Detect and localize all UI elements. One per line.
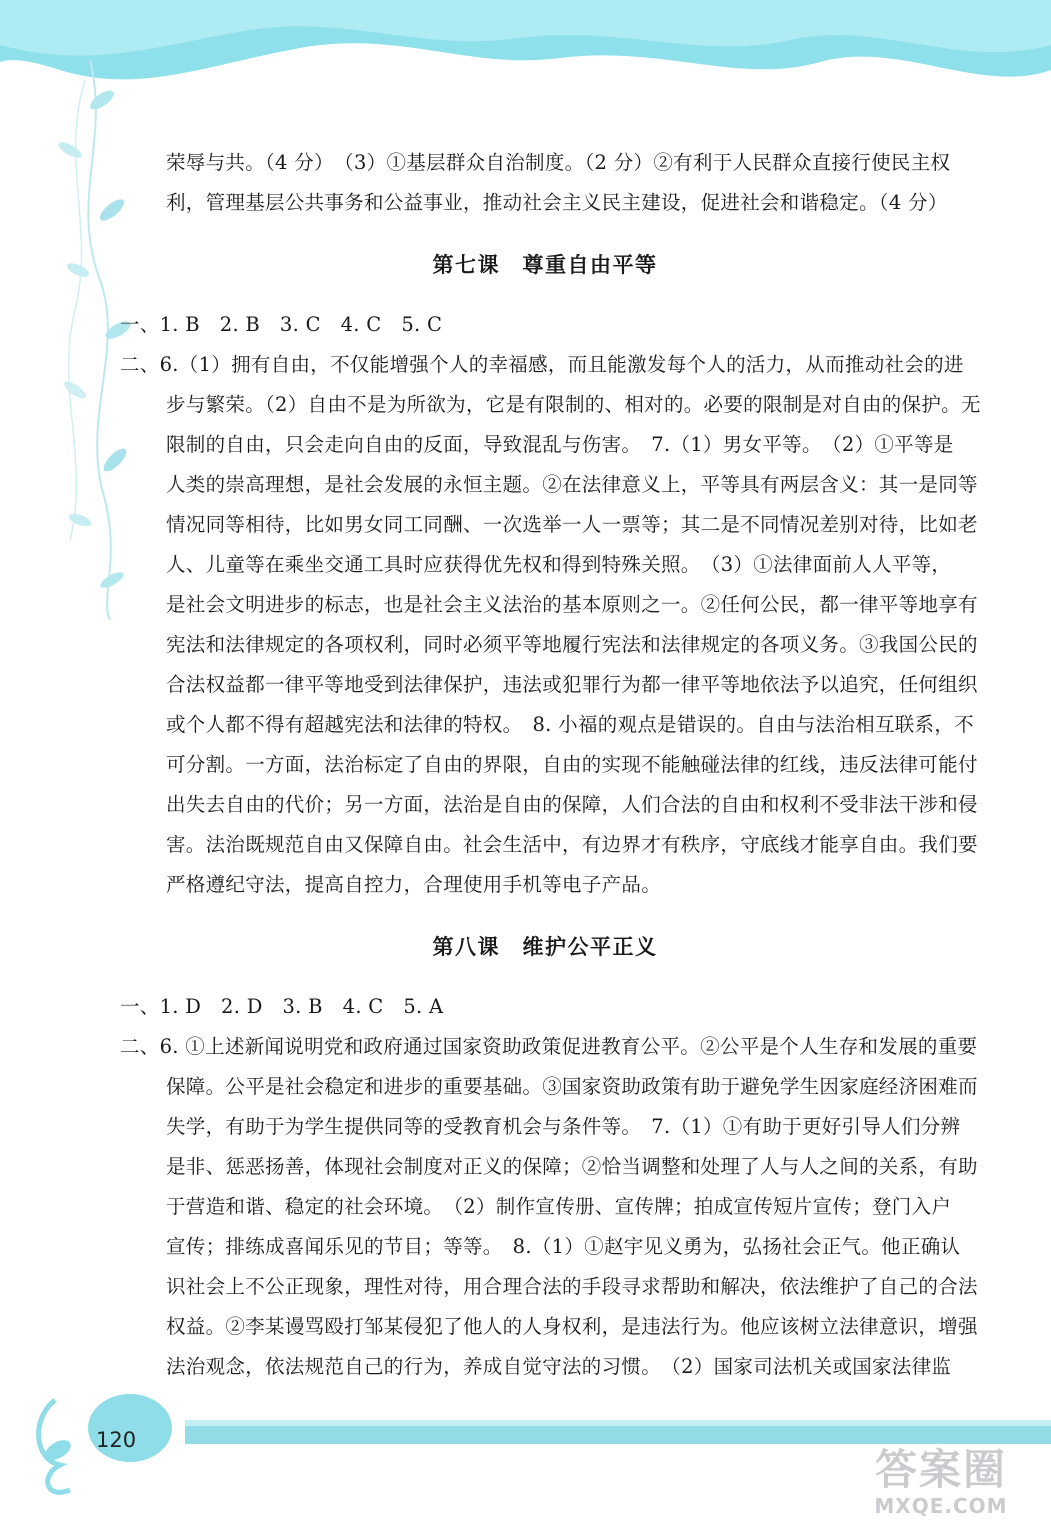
watermark-logo xyxy=(851,1446,1031,1532)
lesson7-line: 二、6.（1）拥有自由，不仅能增强个人的幸福感，而且能激发每个人的活力，从而推动社会的进 xyxy=(120,353,964,376)
intro-line: 荣辱与共。（4 分） （3）①基层群众自治制度。（2 分）②有利于人民群众直接行使民主权 xyxy=(166,151,951,174)
answer-content xyxy=(120,143,981,1387)
intro-line: 利，管理基层公共事务和公益事业，推动社会主义民主建设，促进社会和谐稳定。（4 分） xyxy=(166,191,948,214)
lesson8-line: 二、6. ①上述新闻说明党和政府通过国家资助政策促进教育公平。②公平是个人生存和发展的重要 xyxy=(120,1035,978,1058)
lesson7-line: 宪法和法律规定的各项权利，同时必须平等地履行宪法和法律规定的各项义务。③我国公民的 xyxy=(166,633,978,656)
top-wave-banner xyxy=(0,0,1051,110)
lesson7-line: 害。法治既规范自由又保障自由。社会生活中，有边界才有秩序，守底线才能享自由。我们要 xyxy=(166,833,978,856)
lesson7-line: 是社会文明进步的标志，也是社会主义法治的基本原则之一。②任何公民，都一律平等地享有 xyxy=(166,593,978,616)
lesson8-line: 权益。②李某谩骂殴打邹某侵犯了他人的人身权利，是违法行为。他应该树立法律意识，增强 xyxy=(166,1315,978,1338)
lesson8-line: 失学，有助于为学生提供同等的受教育机会与条件等。 7.（1）①有助于更好引导人们分辨 xyxy=(166,1115,961,1138)
lesson8-multiple-choice: 一、1. D 2. D 3. B 4. C 5. A xyxy=(120,995,444,1018)
lesson7-line: 可分割。一方面，法治标定了自由的界限，自由的实现不能触碰法律的红线，违反法律可能付 xyxy=(166,753,978,776)
lesson8-title: 第八课 维护公平正义 xyxy=(432,935,658,959)
lesson7-line: 或个人都不得有超越宪法和法律的特权。 8. 小福的观点是错误的。自由与法治相互联系，不 xyxy=(166,713,974,736)
lesson8-line: 宣传；排练成喜闻乐见的节目；等等。 8.（1）①赵宇见义勇为，弘扬社会正气。他正确认 xyxy=(166,1235,961,1258)
lesson7-line: 限制的自由，只会走向自由的反面，导致混乱与伤害。 7.（1）男女平等。 （2）①平等是 xyxy=(166,433,954,456)
lesson8-line: 是非、惩恶扬善，体现社会制度对正义的保障；②恰当调整和处理了人与人之间的关系，有助 xyxy=(166,1155,978,1178)
watermark-logo-text: 答案圈 xyxy=(874,1445,1007,1494)
lesson7-line: 出失去自由的代价；另一方面，法治是自由的保障，人们合法的自由和权利不受非法干涉和侵 xyxy=(166,793,978,816)
lesson7-line: 人类的崇高理想，是社会发展的永恒主题。②在法律意义上，平等具有两层含义：其一是同等 xyxy=(166,473,978,496)
lesson8-line: 识社会上不公正现象，理性对待，用合理合法的手段寻求帮助和解决，依法维护了自己的合法 xyxy=(166,1275,978,1298)
lesson7-line: 合法权益都一律平等地受到法律保护，违法或犯罪行为都一律平等地依法予以追究，任何组织 xyxy=(166,673,978,696)
lesson8-line: 于营造和谐、稳定的社会环境。 （2）制作宣传册、宣传牌；拍成宣传短片宣传；登门入户 xyxy=(166,1195,952,1218)
lesson7-line: 人、儿童等在乘坐交通工具时应获得优先权和得到特殊关照。 （3）①法律面前人人平等， xyxy=(166,553,952,576)
lesson7-line: 步与繁荣。（2）自由不是为所欲为，它是有限制的、相对的。必要的限制是对自由的保护。无 xyxy=(166,393,981,416)
lesson7-multiple-choice: 一、1. B 2. B 3. C 4. C 5. C xyxy=(120,313,443,336)
lesson7-line: 严格遵纪守法，提高自控力，合理使用手机等电子产品。 xyxy=(166,873,662,896)
watermark-site: MXQE.COM xyxy=(874,1494,1008,1518)
lesson7-line: 情况同等相待，比如男女同工同酬、一次选举一人一票等；其二是不同情况差别对待，比如老 xyxy=(166,513,978,536)
page-number: 120 xyxy=(96,1428,137,1452)
lesson8-line: 法治观念，依法规范自己的行为，养成自觉守法的习惯。 （2）国家司法机关或国家法律监 xyxy=(166,1355,952,1378)
lesson8-line: 保障。公平是社会稳定和进步的重要基础。③国家资助政策有助于避免学生因家庭经济困难而 xyxy=(166,1075,978,1098)
lesson7-title: 第七课 尊重自由平等 xyxy=(432,253,658,277)
